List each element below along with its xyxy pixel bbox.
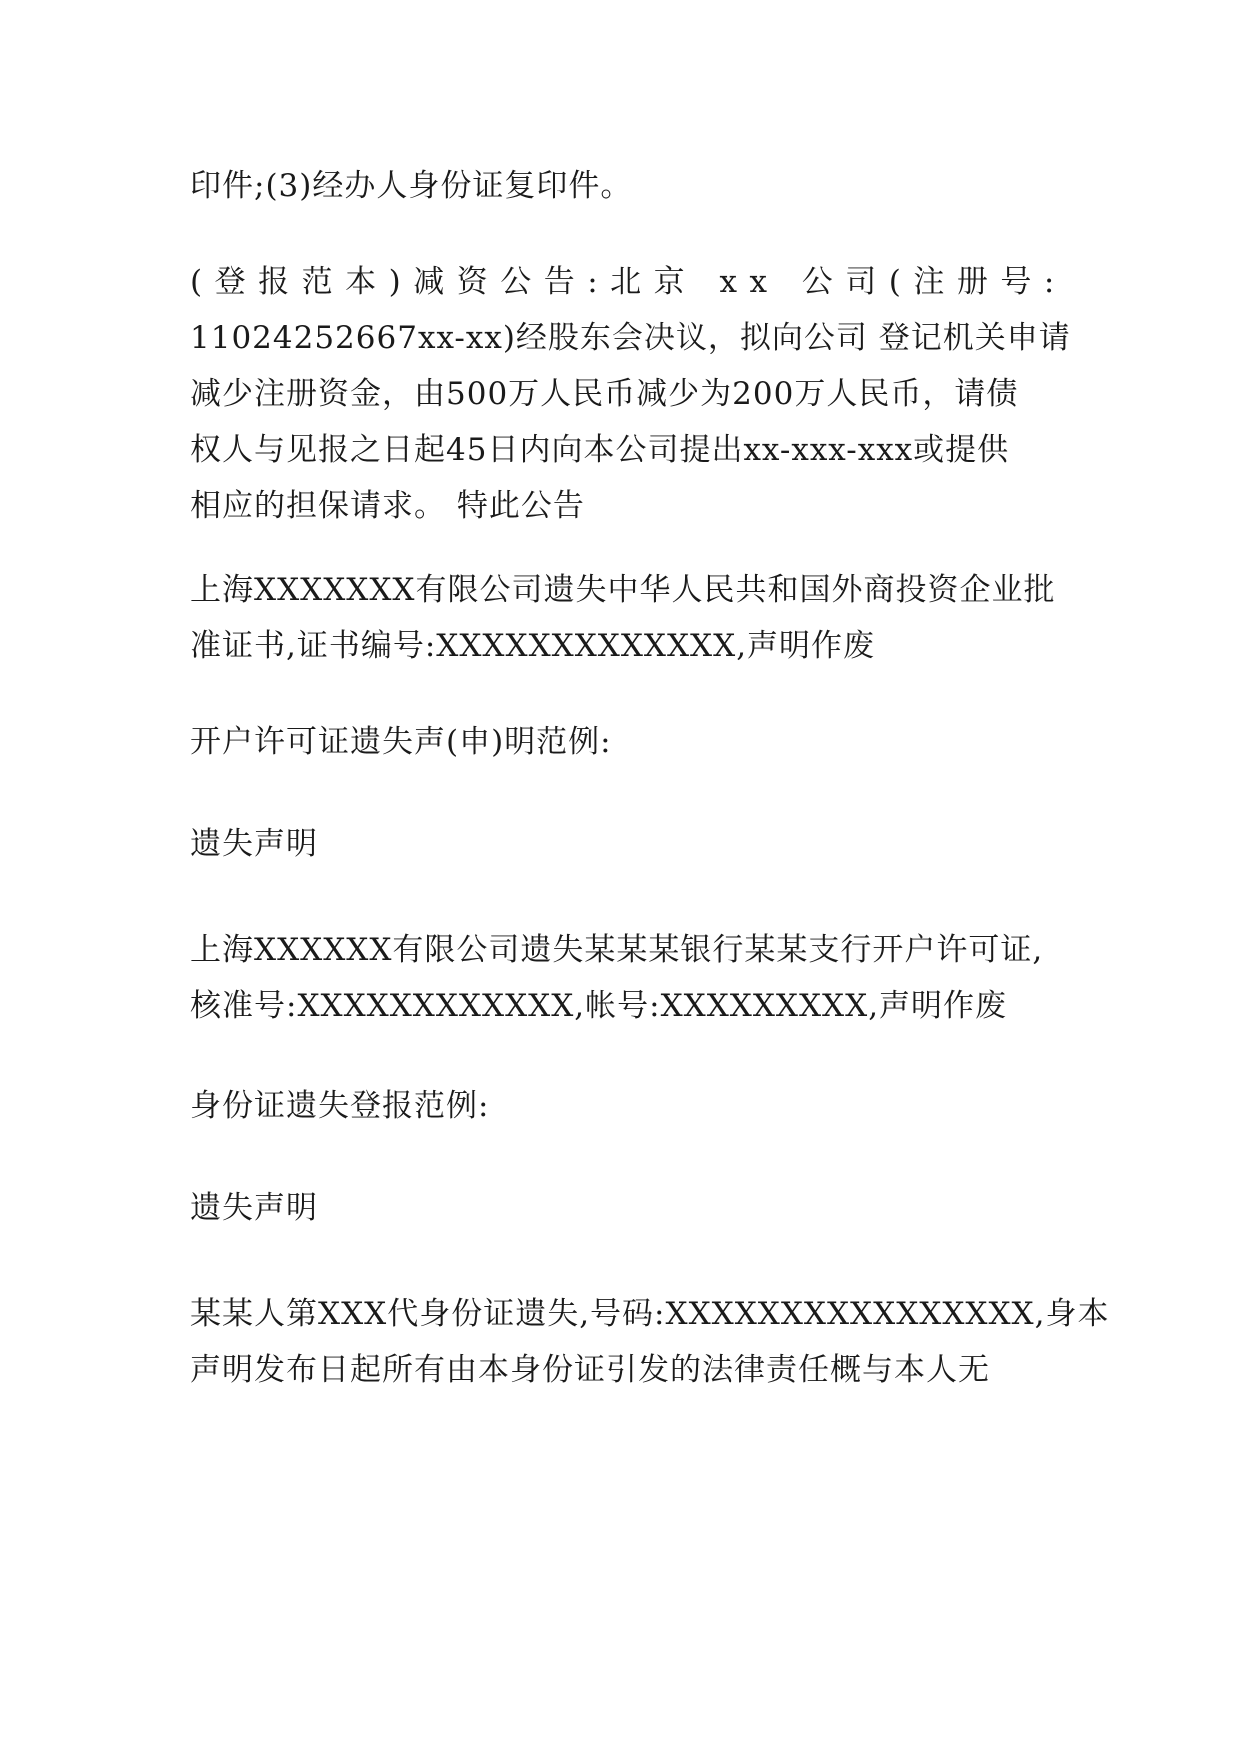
text-line: 声明发布日起所有由本身份证引发的法律责任概与本人无 bbox=[190, 1352, 990, 1388]
text-line: 准证书,证书编号:XXXXXXXXXXXXX,声明作废 bbox=[190, 628, 876, 664]
text-line: (登报范本)减资公告:北京 xx 公司(注册号: bbox=[190, 264, 1067, 300]
paragraph-id-card-loss bbox=[190, 1286, 1110, 1398]
paragraph-approval-certificate-loss bbox=[190, 562, 1056, 674]
text-line: 上海XXXXXX有限公司遗失某某某银行某某支行开户许可证, bbox=[190, 932, 1044, 968]
heading-loss-statement bbox=[190, 1180, 1052, 1236]
text-line: 减少注册资金，由500万人民币减少为200万人民币，请债 bbox=[190, 376, 1019, 412]
text-line: 身份证遗失登报范例: bbox=[190, 1088, 490, 1124]
heading-account-license-example bbox=[190, 714, 1052, 770]
paragraph-capital-reduction-notice bbox=[190, 254, 1071, 534]
text-line: 权人与见报之日起45日内向本公司提出xx-xxx-xxx或提供 bbox=[190, 432, 1010, 468]
text-line: 开户许可证遗失声(申)明范例: bbox=[190, 724, 612, 760]
text-line: 遗失声明 bbox=[190, 1190, 318, 1226]
text-line: 上海XXXXXXX有限公司遗失中华人民共和国外商投资企业批 bbox=[190, 572, 1056, 608]
text-line: 遗失声明 bbox=[190, 826, 318, 862]
paragraph-account-license-loss bbox=[190, 922, 1052, 1034]
text-line: 某某人第XXX代身份证遗失,号码:XXXXXXXXXXXXXXXX,身本 bbox=[190, 1296, 1110, 1332]
text-line: 印件;(3)经办人身份证复印件。 bbox=[190, 168, 633, 204]
text-line: 11024252667xx-xx)经股东会决议，拟向公司 登记机关申请 bbox=[190, 320, 1071, 356]
text-line: 相应的担保请求。 特此公告 bbox=[190, 488, 585, 524]
heading-id-card-example bbox=[190, 1078, 1052, 1134]
heading-loss-statement bbox=[190, 816, 1052, 872]
paragraph-copy-requirements bbox=[190, 158, 1052, 214]
text-line: 核准号:XXXXXXXXXXXX,帐号:XXXXXXXXX,声明作废 bbox=[190, 988, 1008, 1024]
